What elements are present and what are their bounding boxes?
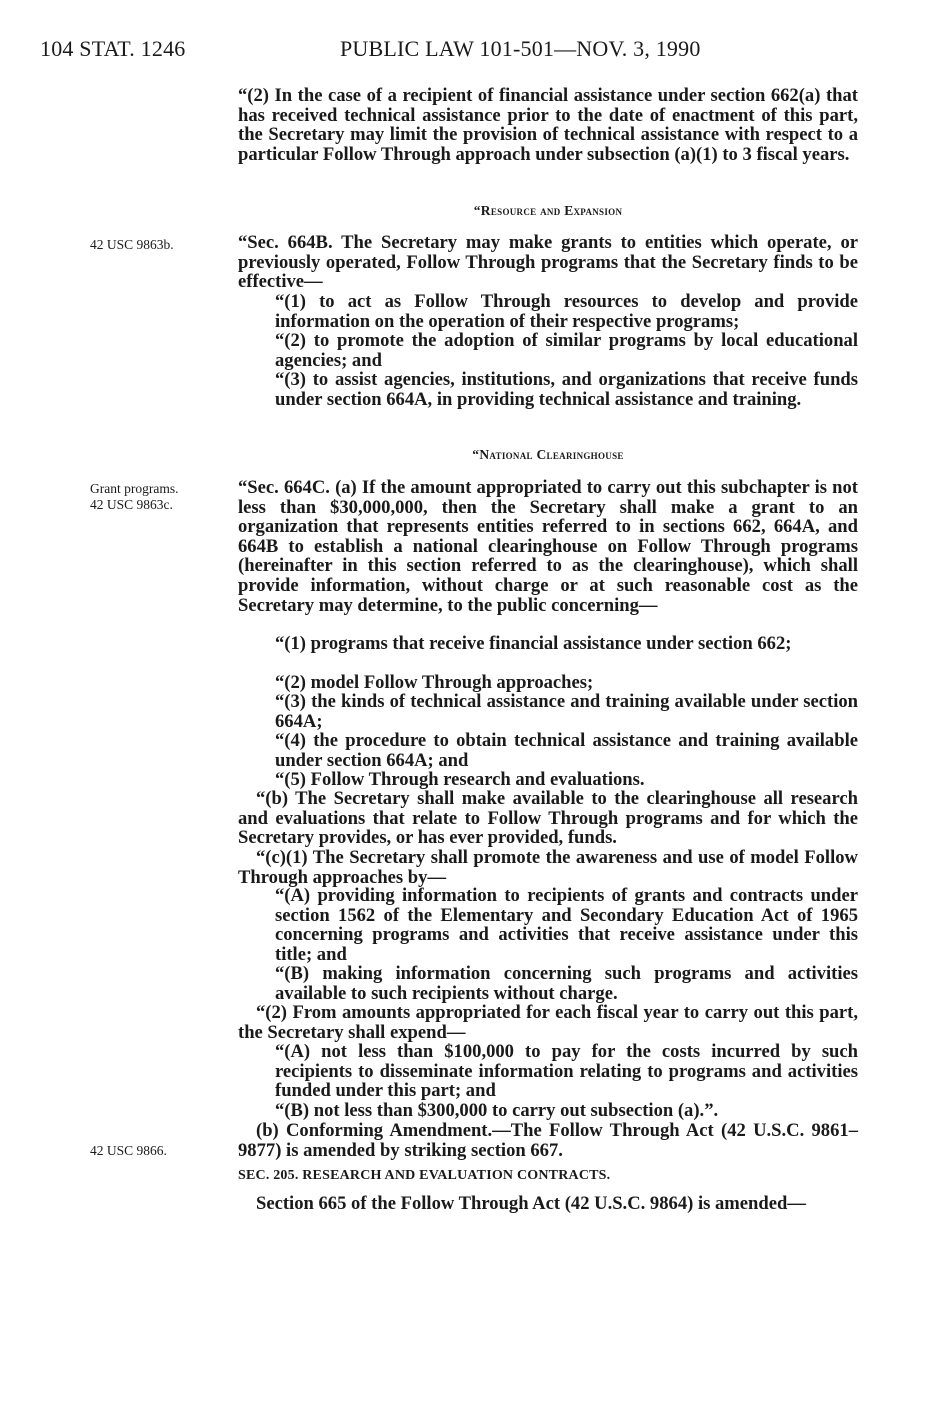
section-664b-item-1: “(1) to act as Follow Through resources to develop and provide information on the operation of their respective programs; <box>275 291 858 332</box>
page-stat-number: 104 STAT. 1246 <box>40 36 186 61</box>
section-664c-b: “(b) The Secretary shall make available to the clearinghouse all research and evaluations that relate to Follow Through programs and for which the Secretary provides, or has ever provided, funds. <box>238 788 858 849</box>
section-664c-a-item-1: “(1) programs that receive financial assistance under section 662; <box>275 633 792 654</box>
margin-note-grant-programs <box>90 481 230 513</box>
paragraph-limit-technical-assistance: “(2) In the case of a recipient of financial assistance under section 662(a) that has received technical assistance prior to the date of enactment of this part, the Secretary may limit the provision of technical assistance with respect to a particular Follow Through approach under subsection (a)(1) to 3 fiscal years. <box>238 85 858 165</box>
margin-note-grant-programs-label: Grant programs. <box>90 481 179 496</box>
page-law-header: PUBLIC LAW 101-501—NOV. 3, 1990 <box>340 36 701 61</box>
section-664c-a-item-3: “(3) the kinds of technical assistance and training available under section 664A; <box>275 691 858 732</box>
section-664b-item-2: “(2) to promote the adoption of similar programs by local educational agencies; and <box>275 330 858 371</box>
section-664c-a-item-4: “(4) the procedure to obtain technical assistance and training available under section 664A; and <box>275 730 858 771</box>
margin-note-42-usc-9866: 42 USC 9866. <box>90 1143 167 1158</box>
section-664b-intro <box>238 233 858 292</box>
section-664c-a: “Sec. 664C. (a) If the amount appropriated to carry out this subchapter is not less than $30,000,000, then the Secretary shall make a grant to an organization that represents entities referred to in sections 662, 664A, and 664B to establish a national clearinghouse on Follow Through programs (hereinafter in this section referred to as the clearinghouse), which shall provide information, without charge or at such reasonable cost as the Secretary may determine, to the public concerning— <box>238 477 858 616</box>
heading-national-clearinghouse: “National Clearinghouse <box>472 447 624 462</box>
section-664c-c2: “(2) From amounts appropriated for each fiscal year to carry out this part, the Secretary shall expend— <box>238 1002 858 1043</box>
section-205-text: Section 665 of the Follow Through Act (42 U.S.C. 9864) is amended— <box>256 1193 806 1214</box>
section-664c-c1-item-b: “(B) making information concerning such programs and activities available to such recipients without charge. <box>275 963 858 1004</box>
heading-resource-expansion: “Resource and Expansion <box>473 203 623 218</box>
section-205-title: SEC. 205. RESEARCH AND EVALUATION CONTRACTS. <box>238 1168 611 1183</box>
section-664c-a-item-2: “(2) model Follow Through approaches; <box>275 672 594 693</box>
section-664b-text: “Sec. 664B. The Secretary may make grants to entities which operate, or previously operated, Follow Through programs that the Secretary finds to be effective— <box>238 232 858 293</box>
section-664c-c1: “(c)(1) The Secretary shall promote the awareness and use of model Follow Through approaches by— <box>238 847 858 888</box>
conforming-amendment: (b) Conforming Amendment.—The Follow Through Act (42 U.S.C. 9861–9877) is amended by striking section 667. <box>238 1120 858 1161</box>
section-664c-c2-item-a: “(A) not less than $100,000 to pay for the costs incurred by such recipients to disseminate information relating to programs and activities funded under this part; and <box>275 1041 858 1102</box>
section-664c-a-item-5: “(5) Follow Through research and evaluations. <box>275 769 645 790</box>
margin-note-42-usc-9863c: 42 USC 9863c. <box>90 497 173 512</box>
margin-note-42-usc-9863b: 42 USC 9863b. <box>90 237 174 252</box>
section-664c-c1-item-a: “(A) providing information to recipients of grants and contracts under section 1562 of the Elementary and Secondary Education Act of 1965 concerning programs and activities that receive assistance under this title; and <box>275 885 858 965</box>
section-664c-c2-item-b: “(B) not less than $300,000 to carry out subsection (a).”. <box>275 1100 719 1121</box>
section-664b-item-3: “(3) to assist agencies, institutions, and organizations that receive funds under section 664A, in providing technical assistance and training. <box>275 369 858 410</box>
